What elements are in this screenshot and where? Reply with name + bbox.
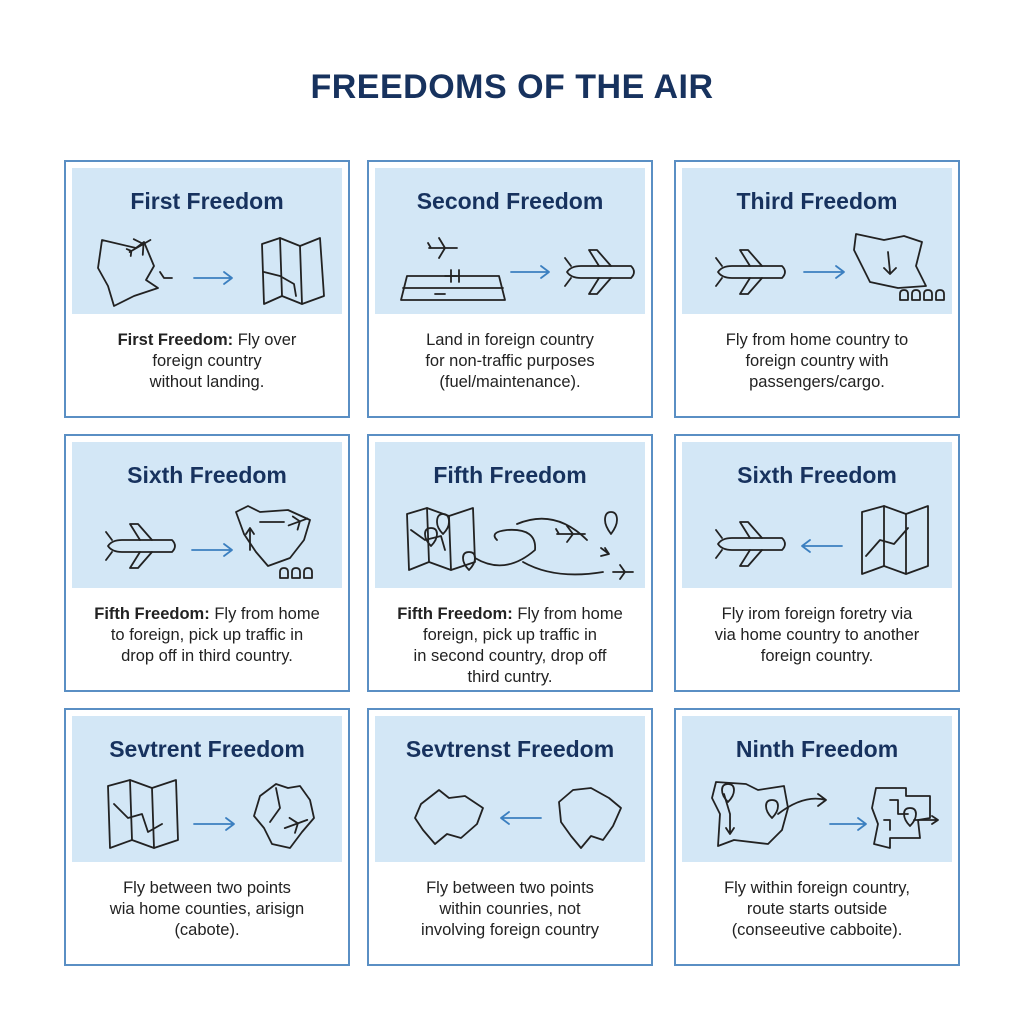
card-illustration-panel xyxy=(375,716,645,862)
arrow-right-icon xyxy=(194,272,232,284)
country-map-icon xyxy=(872,788,930,848)
route-line xyxy=(523,562,603,574)
sixth-freedom-illustration xyxy=(84,500,346,586)
card-heading: First Freedom xyxy=(130,188,284,214)
arrow-left-icon xyxy=(802,540,842,552)
card-heading: Third Freedom xyxy=(736,188,898,214)
card-heading: Ninth Freedom xyxy=(735,736,899,762)
card-heading: Sevtrent Freedom xyxy=(109,736,305,762)
freedom-card xyxy=(674,434,960,692)
country-map-icon xyxy=(712,782,788,846)
card-description: Fifth Freedom: Fly from home foreign, pick up traffic in in second country, drop off third cuntry. xyxy=(397,605,623,686)
country-map-icon xyxy=(854,234,926,288)
freedom-card xyxy=(367,708,653,966)
freedom-card xyxy=(367,160,653,418)
map-pin-icon xyxy=(437,514,449,534)
page-title: FREEDOMS OF THE AIR xyxy=(310,68,714,106)
card-description: Fly between two points wia home counties, arisign (cabote). xyxy=(109,879,305,939)
card-heading: Fifth Freedom xyxy=(433,462,587,488)
passengers-icon xyxy=(900,290,944,300)
fifth-freedom-illustration xyxy=(387,500,649,586)
airplane-icon xyxy=(613,565,633,579)
airplane-icon xyxy=(716,250,785,294)
arrow-right-icon xyxy=(804,266,844,278)
eighth-freedom-illustration xyxy=(387,774,649,860)
country-map-icon xyxy=(236,506,310,566)
card-description: Fly between two points within counries, not involving foreign country xyxy=(421,879,599,939)
airplane-icon xyxy=(556,526,585,542)
arrow-right-icon xyxy=(192,544,232,556)
map-pin-icon xyxy=(463,552,475,570)
seventh-freedom-illustration xyxy=(84,774,346,860)
freedom-card xyxy=(64,708,350,966)
card-description: First Freedom: Fly over foreign country without landing. xyxy=(117,331,297,391)
card-illustration-panel xyxy=(375,442,645,588)
card-heading: Sevtrenst Freedom xyxy=(405,736,615,762)
card-description: Fifth Freedom: Fly from home to foreign, pick up traffic in drop off in third country. xyxy=(94,605,320,665)
ninth-freedom-illustration xyxy=(694,774,956,860)
card-heading: Sixth Freedom xyxy=(127,462,287,488)
route-line xyxy=(517,519,587,540)
card-description: Land in foreign country for non-traffic purposes (fuel/maintenance). xyxy=(425,331,595,391)
card-heading: Sixth Freedom xyxy=(737,462,897,488)
route-line xyxy=(475,530,535,566)
third-freedom-illustration xyxy=(694,226,956,312)
airplane-icon xyxy=(716,522,785,566)
technical-stop-illustration xyxy=(387,226,649,312)
country-map-icon xyxy=(254,784,314,848)
card-description: Fly within foreign country, route starts outside (conseeutive cabboite). xyxy=(724,879,910,939)
freedom-card xyxy=(367,434,653,692)
freedom-card xyxy=(64,434,350,692)
card-illustration-panel xyxy=(375,168,645,314)
airplane-icon xyxy=(565,250,634,294)
folded-map-icon xyxy=(108,780,178,848)
freedom-card xyxy=(64,160,350,418)
map-pin-icon xyxy=(605,512,617,534)
folded-map-icon xyxy=(262,238,324,304)
overflight-illustration xyxy=(84,226,346,312)
country-map-icon xyxy=(415,790,483,844)
arrowhead-icon xyxy=(601,548,609,556)
card-description: Fly irom foreign foretry via via home country to another foreign country. xyxy=(714,605,920,665)
arrow-right-icon xyxy=(194,818,234,830)
card-illustration-panel xyxy=(72,442,342,588)
arrow-left-icon xyxy=(501,812,541,824)
card-heading: Second Freedom xyxy=(416,188,604,214)
arrow-right-icon xyxy=(830,818,866,830)
map-pin-icon xyxy=(904,808,916,826)
sixth-freedom-illustration xyxy=(694,500,956,586)
map-pin-icon xyxy=(766,800,778,818)
freedom-card xyxy=(674,160,960,418)
airplane-icon xyxy=(106,524,175,568)
card-illustration-panel xyxy=(72,716,342,862)
country-map-icon xyxy=(559,788,621,848)
card-illustration-panel xyxy=(682,442,952,588)
card-illustration-panel xyxy=(682,716,952,862)
runway-icon xyxy=(401,270,505,300)
airplane-icon xyxy=(282,812,310,835)
card-description: Fly from home country to foreign country with passengers/cargo. xyxy=(725,331,909,391)
folded-map-icon xyxy=(862,506,928,574)
map-pin-icon xyxy=(722,784,734,802)
folded-map-icon xyxy=(407,508,475,570)
freedom-card xyxy=(674,708,960,966)
passengers-icon xyxy=(280,568,312,578)
arrow-right-icon xyxy=(511,266,549,278)
flight-mark xyxy=(160,272,172,278)
card-illustration-panel xyxy=(72,168,342,314)
airplane-icon xyxy=(428,238,457,258)
card-illustration-panel xyxy=(682,168,952,314)
